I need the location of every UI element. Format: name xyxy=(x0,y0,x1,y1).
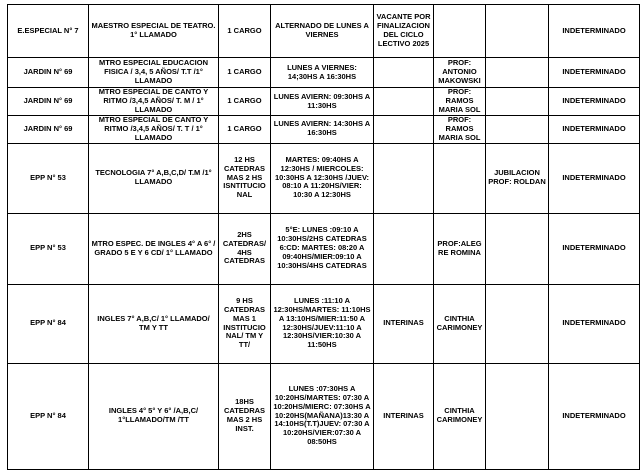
cell-professor: PROF: RAMOS MARIA SOL xyxy=(434,116,486,144)
cell-schedule: LUNES A VIERNES: 14;30HS A 16:30HS xyxy=(271,58,374,88)
table-row xyxy=(8,58,640,88)
table-row xyxy=(8,88,640,116)
cell-professor xyxy=(434,143,486,213)
cell-hours: 2HS CATEDRAS/ 4HS CATEDRAS xyxy=(219,213,271,284)
cell-position: TECNOLOGIA 7° A,B,C,D/ T.M /1° LLAMADO xyxy=(89,143,219,213)
cell-notes xyxy=(486,116,549,144)
cell-schedule: LUNES AVIERN: 09:30HS A 11:30HS xyxy=(271,88,374,116)
cell-notes xyxy=(486,284,549,363)
cell-term: INDETERMINADO xyxy=(549,88,640,116)
cell-schedule: LUNES AVIERN: 14:30HS A 16:30HS xyxy=(271,116,374,144)
cell-notes xyxy=(486,213,549,284)
cell-term: INDETERMINADO xyxy=(549,363,640,469)
cell-hours: 1 CARGO xyxy=(219,58,271,88)
cell-hours: 1 CARGO xyxy=(219,116,271,144)
cell-hours: 9 HS CATEDRAS MAS 1 INSTITUCIONAL/ TM Y TT/ xyxy=(219,284,271,363)
cell-term: INDETERMINADO xyxy=(549,213,640,284)
table-row xyxy=(8,5,640,58)
cell-hours: 18HS CATEDRAS MAS 2 HS INST. xyxy=(219,363,271,469)
cell-schedule: LUNES :07:30HS A 10:20HS/MARTES: 07:30 A 10:20HS/MIERC: 07:30HS A 10:20HS(MAÑANA)13:30 A 14:10HS(T.T)JUEV: 07:30 A 10:20HS/VIER:07:30 A 08:50HS xyxy=(271,363,374,469)
cell-status xyxy=(374,58,434,88)
cell-school: JARDIN N° 69 xyxy=(8,58,89,88)
table-row xyxy=(8,363,640,469)
cell-school: EPP N° 53 xyxy=(8,143,89,213)
cell-status xyxy=(374,213,434,284)
cell-term: INDETERMINADO xyxy=(549,284,640,363)
cell-status: INTERINAS xyxy=(374,284,434,363)
cell-status xyxy=(374,88,434,116)
table-row xyxy=(8,116,640,144)
cell-schedule: MARTES: 09:40HS A 12:30HS / MIERCOLES: 10:30HS A 12:30HS /JUEV: 08:10 A 11:20HS/VIER: 10:30 A 12:30HS xyxy=(271,143,374,213)
cell-school: EPP N° 84 xyxy=(8,363,89,469)
cell-schedule: ALTERNADO DE LUNES A VIERNES xyxy=(271,5,374,58)
cell-term: INDETERMINADO xyxy=(549,143,640,213)
cell-professor: PROF: ANTONIO MAKOWSKI xyxy=(434,58,486,88)
cell-notes xyxy=(486,5,549,58)
cell-position: MTRO ESPECIAL EDUCACION FISICA / 3,4, 5 AÑOS/ T.T /1° LLAMADO xyxy=(89,58,219,88)
cell-professor: CINTHIA CARIMONEY xyxy=(434,363,486,469)
cell-school: EPP N° 53 xyxy=(8,213,89,284)
cell-schedule: 5°E: LUNES :09:10 A 10:30HS/2HS CATEDRAS 6:CD: MARTES: 08:20 A 09:40HS/MIER:09:10 A 10:30HS/4HS CATEDRAS xyxy=(271,213,374,284)
cell-professor xyxy=(434,5,486,58)
cell-hours: 12 HS CATEDRAS MAS 2 HS ISNTITUCIONAL xyxy=(219,143,271,213)
cell-term: INDETERMINADO xyxy=(549,5,640,58)
cell-position: MTRO ESPEC. DE INGLES 4° A 6° / GRADO 5 E Y 6 CD/ 1° LLAMADO xyxy=(89,213,219,284)
cell-status: VACANTE POR FINALIZACION DEL CICLO LECTIVO 2025 xyxy=(374,5,434,58)
cell-hours: 1 CARGO xyxy=(219,5,271,58)
cell-hours: 1 CARGO xyxy=(219,88,271,116)
cell-position: MTRO ESPECIAL DE CANTO Y RITMO /3,4,5 AÑOS/ T. T / 1° LLAMADO xyxy=(89,116,219,144)
positions-table xyxy=(7,4,640,470)
cell-school: JARDIN N° 69 xyxy=(8,88,89,116)
cell-status xyxy=(374,143,434,213)
cell-school: JARDIN N° 69 xyxy=(8,116,89,144)
cell-schedule: LUNES :11:10 A 12:30HS/MARTES: 11:10HS A 13:10HS/MIER:11:50 A 12:30HS/JUEV:11:10 A 12:30HS/VIER:10:30 A 11:50HS xyxy=(271,284,374,363)
cell-status xyxy=(374,116,434,144)
cell-position: INGLES 4° 5° Y 6° /A,B,C/ 1°LLAMADO/TM /TT xyxy=(89,363,219,469)
cell-term: INDETERMINADO xyxy=(549,116,640,144)
cell-position: INGLES 7° A,B,C/ 1° LLAMADO/ TM Y TT xyxy=(89,284,219,363)
cell-school: E.ESPECIAL N° 7 xyxy=(8,5,89,58)
cell-school: EPP N° 84 xyxy=(8,284,89,363)
cell-notes xyxy=(486,58,549,88)
cell-position: MAESTRO ESPECIAL DE TEATRO. 1° LLAMADO xyxy=(89,5,219,58)
cell-professor: PROF: RAMOS MARIA SOL xyxy=(434,88,486,116)
cell-professor: PROF:ALEGRE ROMINA xyxy=(434,213,486,284)
table-row xyxy=(8,284,640,363)
cell-professor: CINTHIA CARIMONEY xyxy=(434,284,486,363)
table-row xyxy=(8,143,640,213)
cell-notes xyxy=(486,88,549,116)
table-row xyxy=(8,213,640,284)
cell-notes xyxy=(486,363,549,469)
cell-position: MTRO ESPECIAL DE CANTO Y RITMO /3,4,5 AÑOS/ T. M / 1° LLAMADO xyxy=(89,88,219,116)
cell-notes: JUBILACION PROF: ROLDAN xyxy=(486,143,549,213)
cell-status: INTERINAS xyxy=(374,363,434,469)
cell-term: INDETERMINADO xyxy=(549,58,640,88)
